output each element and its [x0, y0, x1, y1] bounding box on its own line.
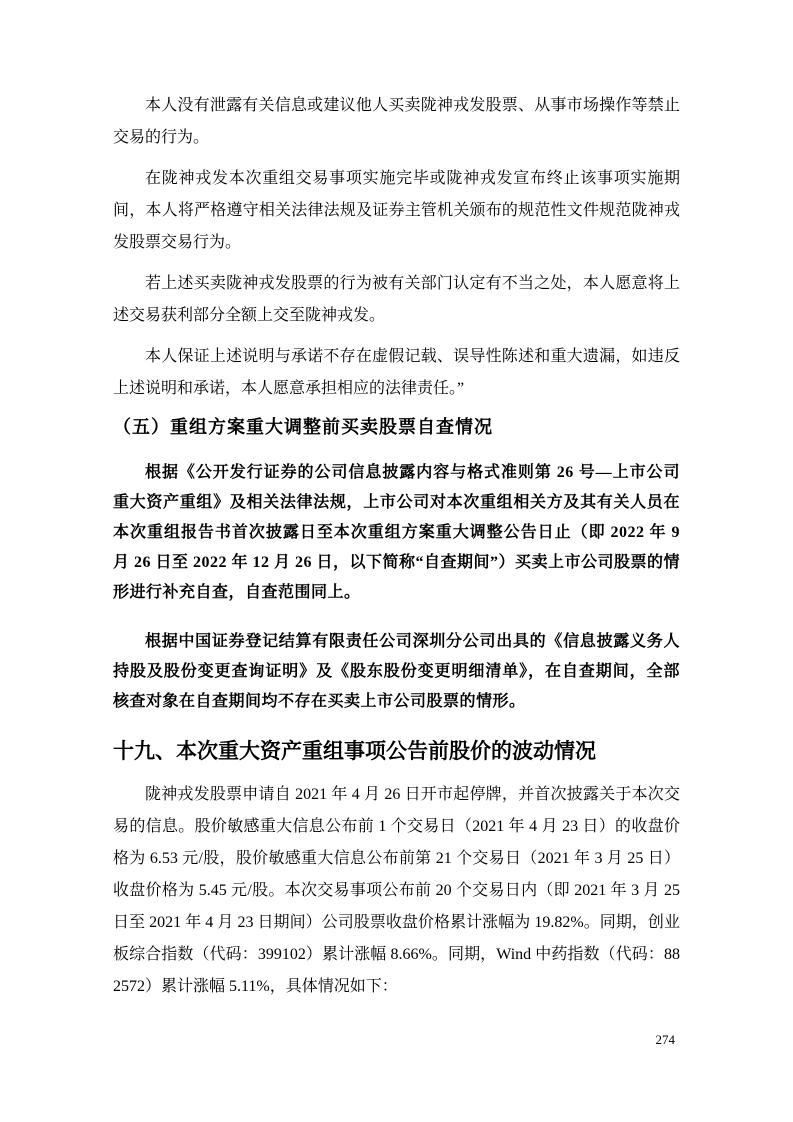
document-content: [113, 90, 680, 1012]
paragraph-bold: 根据中国证券登记结算有限责任公司深圳分公司出具的《信息披露义务人持股及股份变更查询证明》及《股东股份变更明细清单》，在自查期间，全部核查对象在自查期间均不存在买卖上市公司股票的情形。: [113, 633, 680, 710]
section-heading-five: （五）重组方案重大调整前买卖股票自查情况: [113, 417, 493, 437]
paragraph: 本人没有泄露有关信息或建议他人买卖陇神戎发股票、从事市场操作等禁止交易的行为。: [113, 97, 680, 146]
paragraph: 若上述买卖陇神戎发股票的行为被有关部门认定有不当之处，本人愿意将上述交易获利部分全额上交至陇神戎发。: [113, 275, 680, 324]
paragraph-bold: 根据《公开发行证券的公司信息披露内容与格式准则第 26 号—上市公司重大资产重组》及相关法律法规，上市公司对本次重组相关方及其有关人员在本次重组报告书首次披露日至本次重组方案重大调整公告日止（即 2022 年 9 月 26 日至 2022 年 12 月 26 日，以下简称“自查期间”）买卖上市公司股票的情形进行补充自查，自查范围同上。: [113, 464, 681, 601]
paragraph: 本人保证上述说明与承诺不存在虚假记载、误导性陈述和重大遗漏，如违反上述说明和承诺，本人愿意承担相应的法律责任。”: [113, 348, 680, 397]
page-number: 274: [655, 1032, 675, 1047]
paragraph: 陇神戎发股票申请自 2021 年 4 月 26 日开市起停牌，并首次披露关于本次交易的信息。股价敏感重大信息公布前 1 个交易日（2021 年 4 月 23 日）的收盘价格为 6.53 元/股，股价敏感重大信息公布前第 21 个交易日（2021 年 3 月 25 日）收盘价格为 5.45 元/股。本次交易事项公布前 20 个交易日内（即 2021 年 3 月 25 日至 2021 年 4 月 23 日期间）公司股票收盘价格累计涨幅为 19.82%。同期，创业板综合指数（代码：399102）累计涨幅 8.66%。同期，Wind 中药指数（代码：882572）累计涨幅 5.11%，具体情况如下：: [113, 786, 680, 995]
chapter-heading-nineteen: 十九、本次重大资产重组事项公告前股价的波动情况: [113, 740, 596, 763]
paragraph: 在陇神戎发本次重组交易事项实施完毕或陇神戎发宣布终止该事项实施期间，本人将严格遵守相关法律法规及证券主管机关颁布的规范性文件规范陇神戎发股票交易行为。: [113, 170, 680, 251]
